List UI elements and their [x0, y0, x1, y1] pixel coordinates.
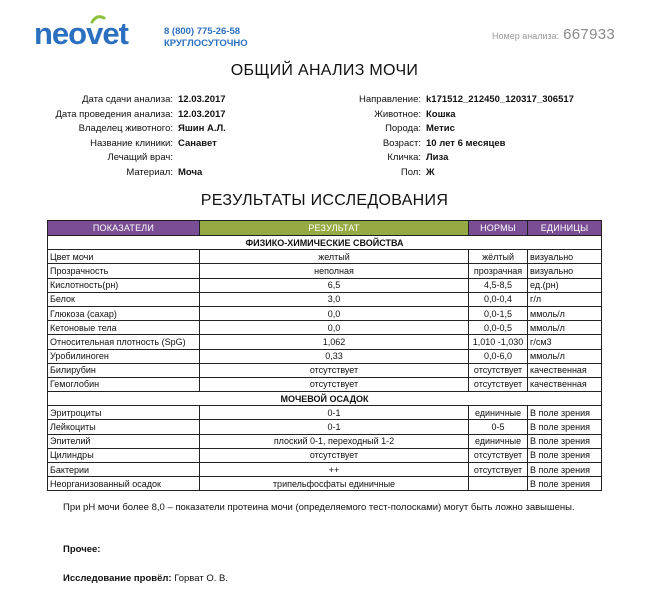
info-label: Животное: — [374, 108, 421, 120]
result-cell: ++ — [199, 463, 468, 477]
results-table — [47, 220, 602, 491]
header-indicators: ПОКАЗАТЕЛИ — [48, 221, 200, 236]
svg-text:neovet: neovet — [34, 16, 128, 51]
norm-cell: 0,0-1,5 — [469, 306, 528, 320]
info-value: Моча — [178, 166, 203, 178]
info-label: Возраст: — [382, 137, 421, 149]
analysis-number-value: 667933 — [563, 26, 615, 43]
norm-cell: отсутствует — [469, 463, 528, 477]
norm-cell: отсутствует — [469, 377, 528, 391]
result-cell: отсутствует — [199, 377, 468, 391]
info-value: Санавет — [178, 137, 217, 149]
info-row — [0, 166, 226, 181]
section-row — [48, 392, 602, 406]
section-title: ФИЗИКО-ХИМИЧЕСКИЕ СВОЙСТВА — [48, 236, 602, 250]
page-title: ОБЩИЙ АНАЛИЗ МОЧИ — [230, 62, 419, 79]
analysis-number — [492, 26, 615, 43]
result-cell: 0,0 — [199, 306, 468, 320]
unit-cell: визуально — [528, 250, 602, 264]
info-value: k171512_212450_120317_306517 — [426, 94, 574, 105]
header — [0, 0, 649, 60]
info-row — [300, 166, 574, 181]
info-value: Ж — [426, 166, 435, 178]
results-title: РЕЗУЛЬТАТЫ ИССЛЕДОВАНИЯ — [200, 192, 449, 209]
result-cell: отсутствует — [199, 363, 468, 377]
unit-cell: ммоль/л — [528, 349, 602, 363]
indicator-cell: Гемоглобин — [48, 377, 200, 391]
info-row — [0, 122, 226, 137]
indicator-cell: Кетоновые тела — [48, 321, 200, 335]
unit-cell: В поле зрения — [528, 477, 602, 491]
indicator-cell: Эпителий — [48, 434, 200, 448]
info-label: Дата проведения анализа: — [55, 108, 173, 120]
unit-cell: В поле зрения — [528, 434, 602, 448]
analysis-number-label: Номер анализа: — [492, 31, 560, 41]
result-cell: неполная — [199, 264, 468, 278]
unit-cell: ед.(рн) — [528, 278, 602, 292]
result-cell: 3,0 — [199, 292, 468, 306]
indicator-cell: Цвет мочи — [48, 250, 200, 264]
table-row — [48, 349, 602, 363]
section-title: МОЧЕВОЙ ОСАДОК — [48, 392, 602, 406]
table-row — [48, 363, 602, 377]
table-row — [48, 335, 602, 349]
norm-cell: отсутствует — [469, 363, 528, 377]
info-value: Кошка — [426, 108, 456, 120]
unit-cell: В поле зрения — [528, 406, 602, 420]
unit-cell: визуально — [528, 264, 602, 278]
info-value: Лиза — [426, 152, 449, 164]
doctor-name: Горват О. В. — [174, 573, 228, 584]
indicator-cell: Белок — [48, 292, 200, 306]
section-row — [48, 236, 602, 250]
result-cell: 0-1 — [199, 406, 468, 420]
info-value: 10 лет 6 месяцев — [426, 137, 506, 149]
info-left — [0, 93, 226, 181]
result-cell: 1,062 — [199, 335, 468, 349]
norm-cell: жёлтый — [469, 250, 528, 264]
info-label: Владелец животного: — [78, 123, 173, 135]
info-label: Материал: — [126, 166, 173, 178]
info-row — [0, 93, 226, 108]
table-row — [48, 278, 602, 292]
table-row — [48, 420, 602, 434]
norm-cell: 4,5-8,5 — [469, 278, 528, 292]
indicator-cell: Глюкоза (сахар) — [48, 306, 200, 320]
phone-number[interactable]: 8 (800) 775-26-58 — [164, 26, 241, 37]
table-header-row — [48, 221, 602, 236]
info-value: 12.03.2017 — [178, 94, 226, 105]
info-row — [300, 151, 574, 166]
hours-label: КРУГЛОСУТОЧНО — [164, 38, 248, 49]
table-row — [48, 264, 602, 278]
info-row — [300, 137, 574, 152]
table-row — [48, 448, 602, 462]
unit-cell: ммоль/л — [528, 321, 602, 335]
info-right — [300, 93, 574, 181]
unit-cell: ммоль/л — [528, 306, 602, 320]
table-row — [48, 292, 602, 306]
norm-cell: единичные — [469, 406, 528, 420]
indicator-cell: Уробилиноген — [48, 349, 200, 363]
indicator-cell: Эритроциты — [48, 406, 200, 420]
norm-cell: отсутствует — [469, 448, 528, 462]
neovet-logo — [34, 14, 164, 54]
contact-block — [164, 26, 248, 50]
result-cell: 0,0 — [199, 321, 468, 335]
info-row — [0, 108, 226, 123]
info-value: Яшин А.Л. — [178, 123, 226, 135]
norm-cell: 1,010 -1,030 — [469, 335, 528, 349]
norm-cell — [469, 477, 528, 491]
header-norms: НОРМЫ — [469, 221, 528, 236]
info-label: Название клиники: — [90, 137, 173, 149]
unit-cell: качественная — [528, 377, 602, 391]
info-label: Лечащий врач: — [107, 152, 173, 164]
result-cell: желтый — [199, 250, 468, 264]
norm-cell: единичные — [469, 434, 528, 448]
result-cell: отсутствует — [199, 448, 468, 462]
table-row — [48, 377, 602, 391]
norm-cell: 0,0-0,5 — [469, 321, 528, 335]
unit-cell: В поле зрения — [528, 448, 602, 462]
result-cell: 0,33 — [199, 349, 468, 363]
norm-cell: 0,0-0,4 — [469, 292, 528, 306]
doctor-line — [63, 573, 228, 584]
table-row — [48, 406, 602, 420]
unit-cell: В поле зрения — [528, 420, 602, 434]
info-row — [0, 151, 226, 166]
result-cell: трипельфосфаты единичные — [199, 477, 468, 491]
info-label: Порода: — [385, 123, 421, 135]
table-row — [48, 321, 602, 335]
norm-cell: 0-5 — [469, 420, 528, 434]
info-value: 12.03.2017 — [178, 108, 226, 120]
info-label: Пол: — [400, 166, 421, 178]
result-cell: 6,5 — [199, 278, 468, 292]
indicator-cell: Неорганизованный осадок — [48, 477, 200, 491]
info-row — [300, 93, 574, 108]
table-row — [48, 477, 602, 491]
ph-note: При рН мочи более 8,0 – показатели протеина мочи (определяемого тест-полосками) могут быть ложно завышены. — [63, 502, 575, 513]
indicator-cell: Лейкоциты — [48, 420, 200, 434]
norm-cell: прозрачная — [469, 264, 528, 278]
info-row — [0, 137, 226, 152]
result-cell: плоский 0-1, переходный 1-2 — [199, 434, 468, 448]
indicator-cell: Относительная плотность (SpG) — [48, 335, 200, 349]
unit-cell: В поле зрения — [528, 463, 602, 477]
info-label: Кличка: — [387, 152, 421, 164]
result-cell: 0-1 — [199, 420, 468, 434]
table-row — [48, 306, 602, 320]
indicator-cell: Кислотность(рн) — [48, 278, 200, 292]
doctor-label: Исследование провёл: — [63, 573, 172, 584]
info-label: Направление: — [359, 94, 421, 105]
info-row — [300, 122, 574, 137]
indicator-cell: Билирубин — [48, 363, 200, 377]
unit-cell: качественная — [528, 363, 602, 377]
indicator-cell: Прозрачность — [48, 264, 200, 278]
header-units: ЕДИНИЦЫ — [528, 221, 602, 236]
table-row — [48, 250, 602, 264]
table-row — [48, 463, 602, 477]
unit-cell: г/см3 — [528, 335, 602, 349]
table-row — [48, 434, 602, 448]
info-value: Метис — [426, 123, 455, 135]
other-label: Прочее: — [63, 544, 101, 555]
header-result: РЕЗУЛЬТАТ — [199, 221, 468, 236]
norm-cell: 0,0-6,0 — [469, 349, 528, 363]
indicator-cell: Цилиндры — [48, 448, 200, 462]
info-label: Дата сдачи анализа: — [82, 94, 173, 105]
unit-cell: г/л — [528, 292, 602, 306]
info-row — [300, 108, 574, 123]
indicator-cell: Бактерии — [48, 463, 200, 477]
